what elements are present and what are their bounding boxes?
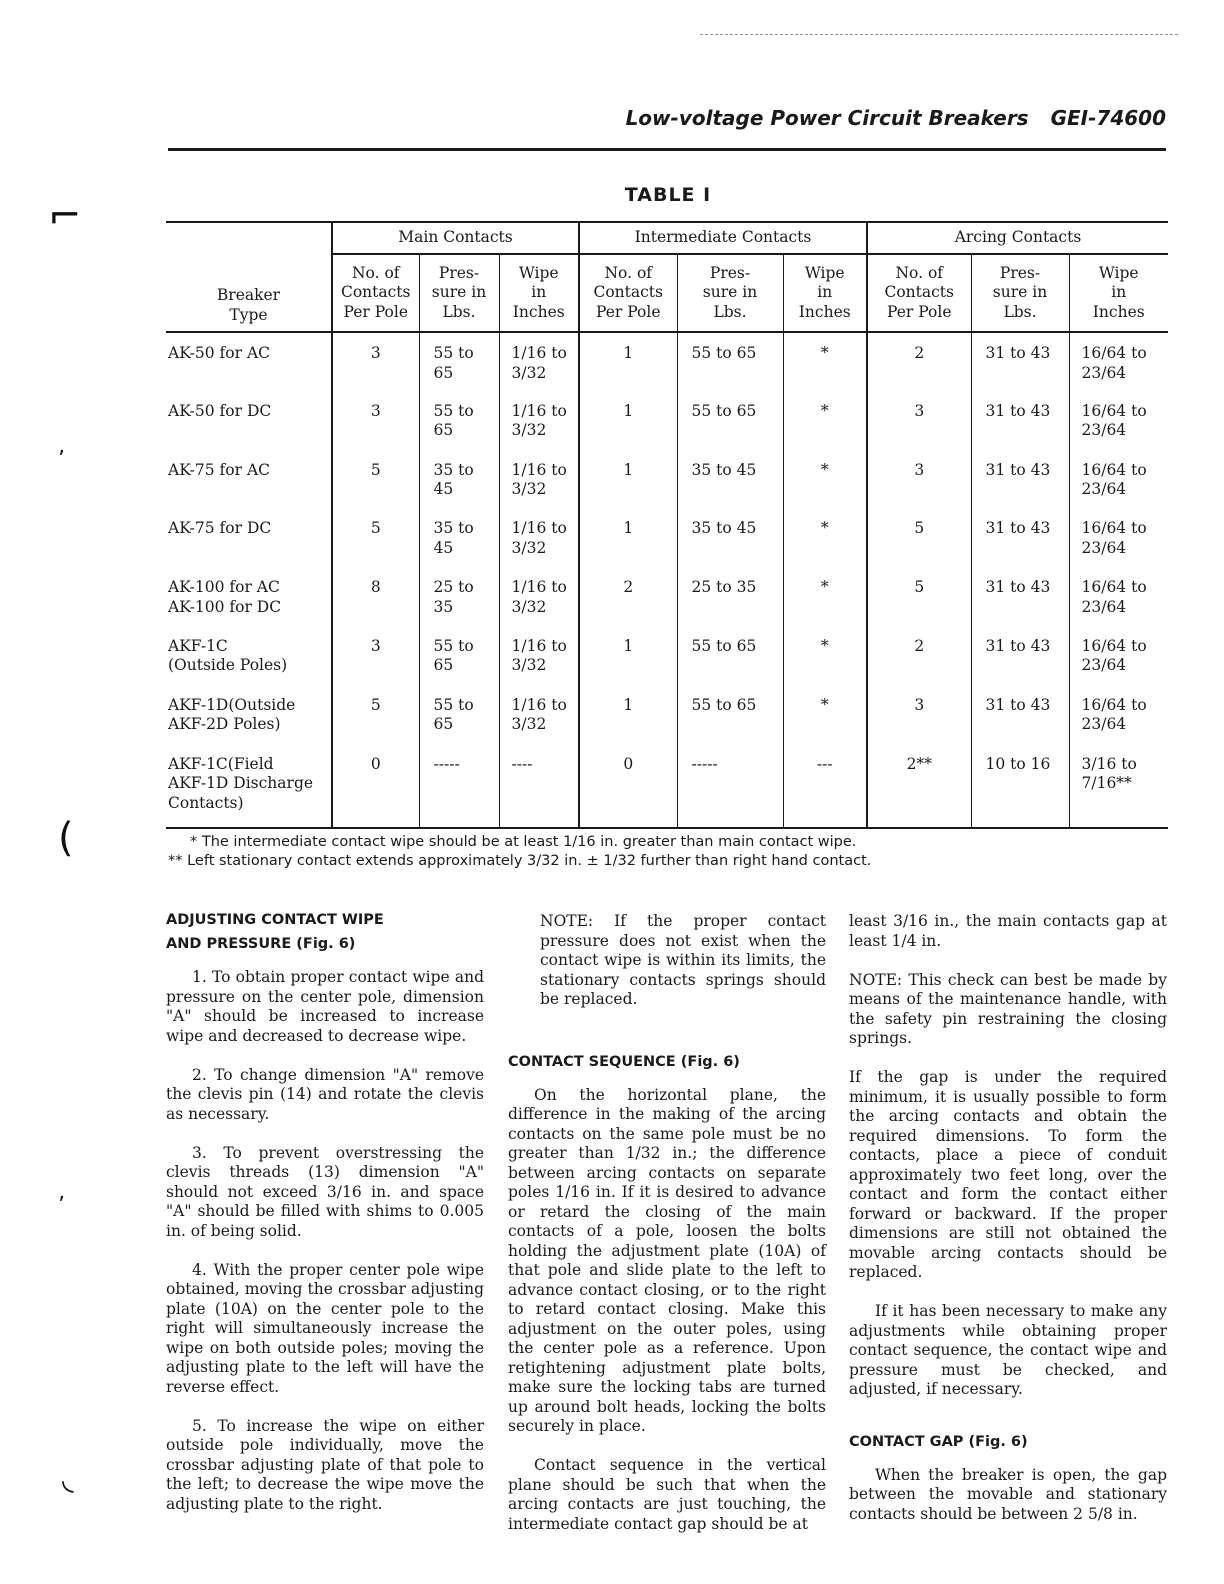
running-header [626, 106, 1166, 130]
binding-mark-icon: ⌐ [48, 193, 82, 239]
binding-mark-icon: ( [58, 815, 74, 861]
breaker-type-cell: AK-50 for DC [168, 401, 272, 420]
table-cell: 55 to 65 [677, 391, 783, 450]
table-cell: 5 [867, 508, 971, 567]
top-scan-rule [700, 34, 1178, 35]
note-paragraph: NOTE: If the proper contact pressure does not exist when the contact wipe is within its limits, the stationary contacts springs should be replaced. [540, 912, 826, 1008]
column-header: No. of Contacts Per Pole [867, 254, 971, 332]
table-cell: 3 [332, 626, 419, 685]
table-cell: 3 [332, 332, 419, 391]
table-cell: * [783, 391, 867, 450]
group-main-contacts: Main Contacts [332, 222, 579, 254]
header-rule [168, 148, 1166, 151]
table-cell: 2 [579, 567, 677, 626]
table-cell: ----- [677, 744, 783, 828]
paragraph: Contact sequence in the vertical plane should be such that when the arcing contacts are just touching, the intermediate contact gap should be at [508, 1456, 826, 1533]
note-paragraph: NOTE: This check can best be made by means of the maintenance handle, with the safety pin restraining the closing springs. [849, 970, 1167, 1047]
table-footnote: * The intermediate contact wipe should be at least 1/16 in. greater than main contact wipe. [190, 834, 857, 850]
table-row [166, 391, 1168, 450]
table-row [166, 332, 1168, 391]
table-cell: 5 [867, 567, 971, 626]
table-cell: 1/16 to 3/32 [499, 567, 579, 626]
breaker-type-cell: AK-100 for AC AK-100 for DC [168, 578, 282, 616]
table-cell: 8 [332, 567, 419, 626]
section-heading: ADJUSTING CONTACT WIPE AND PRESSURE (Fig. 6) [166, 912, 384, 952]
column-header: Wipe in Inches [1069, 254, 1168, 332]
paragraph: If the gap is under the required minimum, it is usually possible to form the arcing contacts and obtain the required dimensions. To form the contacts, place a piece of conduit approximately two feet long, over the contact and form the contact either forward or backward. If the proper dimensions are still not obtained the movable arcing contacts should be replaced. [849, 1068, 1167, 1281]
table-cell: ---- [499, 744, 579, 828]
column-header: No. of Contacts Per Pole [579, 254, 677, 332]
table-cell: 0 [579, 744, 677, 828]
paragraph: 1. To obtain proper contact wipe and pressure on the center pole, dimension "A" should be increased to increase wipe and decreased to decrease wipe. [166, 968, 484, 1045]
table-cell: 31 to 43 [971, 567, 1069, 626]
group-intermediate-contacts: Intermediate Contacts [579, 222, 867, 254]
table-cell: 25 to 35 [677, 567, 783, 626]
table-cell: ----- [419, 744, 499, 828]
column-header: No. of Contacts Per Pole [332, 254, 419, 332]
table-cell: * [783, 450, 867, 509]
table-cell: 55 to 65 [419, 685, 499, 744]
table-cell: 55 to 65 [419, 626, 499, 685]
table-cell: 5 [332, 685, 419, 744]
table-cell: * [783, 332, 867, 391]
table-cell: 1/16 to 3/32 [499, 508, 579, 567]
table-cell: 16/64 to 23/64 [1069, 508, 1168, 567]
table-cell: 35 to 45 [419, 508, 499, 567]
paragraph: 2. To change dimension "A" remove the clevis pin (14) and rotate the clevis as necessary. [166, 1065, 484, 1123]
column-header: Wipe in Inches [783, 254, 867, 332]
table-cell: 31 to 43 [971, 450, 1069, 509]
binding-mark-icon: ʼ [58, 1193, 65, 1218]
breaker-type-cell: AKF-1C (Outside Poles) [168, 636, 288, 675]
table-cell: 1 [579, 332, 677, 391]
table-cell: * [783, 685, 867, 744]
paragraph: On the horizontal plane, the difference in the making of the arcing contacts on the same pole must be no greater than 1/32 in.; the difference between arcing contacts on separate poles 1/16 in. If it is desired to advance or retard the closing of the main contacts of a pole, loosen the bolts holding the adjustment plate (10A) of that pole and slide plate to the left to advance contact closing, or to the right to retard contact closing. Make this adjustment on the outer poles, using the center pole as a reference. Upon retightening adjustment plate bolts, make sure the locking tabs are turned up around bolt heads, locking the bolts securely in place. [508, 1085, 826, 1435]
table-cell: 16/64 to 23/64 [1069, 450, 1168, 509]
table-cell: 1/16 to 3/32 [499, 626, 579, 685]
table-cell: 1 [579, 391, 677, 450]
table-cell: 1/16 to 3/32 [499, 391, 579, 450]
table-row [166, 626, 1168, 685]
table-cell: 3 [867, 685, 971, 744]
table-cell: 2 [867, 332, 971, 391]
table-cell: 55 to 65 [677, 685, 783, 744]
table-cell: 2** [867, 744, 971, 828]
table-cell: 16/64 to 23/64 [1069, 567, 1168, 626]
table-cell: --- [783, 744, 867, 828]
paragraph: When the breaker is open, the gap between the movable and stationary contacts should be between 2 5/8 in. [849, 1465, 1167, 1523]
group-arcing-contacts: Arcing Contacts [867, 222, 1168, 254]
breaker-type-cell: AK-75 for DC [168, 519, 272, 538]
table-cell: 3 [867, 391, 971, 450]
table-cell: 31 to 43 [971, 508, 1069, 567]
table-cell: 16/64 to 23/64 [1069, 685, 1168, 744]
paragraph: 4. With the proper center pole wipe obtained, moving the crossbar adjusting plate (10A) on the center pole to the right will simultaneously increase the wipe on both outside poles; moving the adjusting plate to the left will have the reverse effect. [166, 1260, 484, 1396]
table-row [166, 508, 1168, 567]
table-cell: 3 [867, 450, 971, 509]
table-row [166, 685, 1168, 744]
table-footnote: ** Left stationary contact extends approximately 3/32 in. ± 1/32 further than right hand contact. [168, 853, 872, 869]
paragraph: If it has been necessary to make any adjustments while obtaining proper contact sequence, the contact wipe and pressure must be checked, and adjusted, if necessary. [849, 1302, 1167, 1398]
header-title: Low-voltage Power Circuit Breakers [625, 106, 1029, 130]
table-cell: 55 to 65 [419, 391, 499, 450]
contact-spec-table [166, 221, 1168, 829]
text-column-1 [166, 908, 484, 1534]
table-cell: 1 [579, 450, 677, 509]
text-column-3 [849, 912, 1167, 1544]
table-cell: 1 [579, 685, 677, 744]
paragraph: 3. To prevent overstressing the clevis threads (13) dimension "A" should not exceed 3/16 in. and space "A" should be filled with shims to 0.005 in. of being solid. [166, 1143, 484, 1240]
table-cell: * [783, 508, 867, 567]
table-cell: 2 [867, 626, 971, 685]
column-header: Pres- sure in Lbs. [419, 254, 499, 332]
table-cell: 55 to 65 [677, 332, 783, 391]
table-cell: 25 to 35 [419, 567, 499, 626]
table-cell: 5 [332, 450, 419, 509]
table-cell: 3/16 to 7/16** [1069, 744, 1168, 828]
table-row [166, 744, 1168, 828]
table-cell: 16/64 to 23/64 [1069, 332, 1168, 391]
table-title: TABLE I [624, 184, 712, 206]
table-cell: 1/16 to 3/32 [499, 332, 579, 391]
table-cell: 31 to 43 [971, 391, 1069, 450]
table-cell: 16/64 to 23/64 [1069, 391, 1168, 450]
breaker-type-header: Breaker Type [166, 222, 332, 332]
table-cell: 1/16 to 3/32 [499, 450, 579, 509]
breaker-type-cell: AKF-1C(Field AKF-1D Discharge Contacts) [166, 744, 332, 828]
table-cell: 1 [579, 508, 677, 567]
paragraph: 5. To increase the wipe on either outside pole individually, move the crossbar adjusting plate of that pole to the left; to decrease the wipe move the adjusting plate to the right. [166, 1416, 484, 1513]
table-cell: 35 to 45 [419, 450, 499, 509]
breaker-type-cell: AKF-1D(Outside AKF-2D Poles) [168, 695, 296, 734]
table-cell: 55 to 65 [677, 626, 783, 685]
table-row [166, 450, 1168, 509]
breaker-type-cell: AK-75 for AC [168, 460, 270, 479]
column-header: Pres- sure in Lbs. [677, 254, 783, 332]
table-cell: 16/64 to 23/64 [1069, 626, 1168, 685]
section-heading: CONTACT GAP (Fig. 6) [849, 1433, 1028, 1450]
table-cell: 3 [332, 391, 419, 450]
table-cell: 5 [332, 508, 419, 567]
binding-mark-icon: ◟ [62, 1462, 74, 1497]
table-cell: * [783, 626, 867, 685]
table-cell: 55 to 65 [419, 332, 499, 391]
paragraph: least 3/16 in., the main contacts gap at least 1/4 in. [849, 912, 1167, 950]
table-cell: 31 to 43 [971, 685, 1069, 744]
table-cell: 1/16 to 3/32 [499, 685, 579, 744]
table-cell: * [783, 567, 867, 626]
table-cell: 35 to 45 [677, 450, 783, 509]
table-cell: 10 to 16 [971, 744, 1069, 828]
column-header: Pres- sure in Lbs. [971, 254, 1069, 332]
table-cell: 1 [579, 626, 677, 685]
breaker-type-cell: AK-50 for AC [168, 344, 270, 362]
doc-number: GEI-74600 [1050, 106, 1166, 130]
table-cell: 0 [332, 744, 419, 828]
binding-mark-icon: ʼ [58, 447, 65, 472]
table-cell: 31 to 43 [971, 332, 1069, 391]
column-header: Wipe in Inches [499, 254, 579, 332]
table-cell: 31 to 43 [971, 626, 1069, 685]
section-heading: CONTACT SEQUENCE (Fig. 6) [508, 1053, 740, 1070]
text-column-2 [508, 912, 826, 1554]
table-row [166, 567, 1168, 626]
table-cell: 35 to 45 [677, 508, 783, 567]
